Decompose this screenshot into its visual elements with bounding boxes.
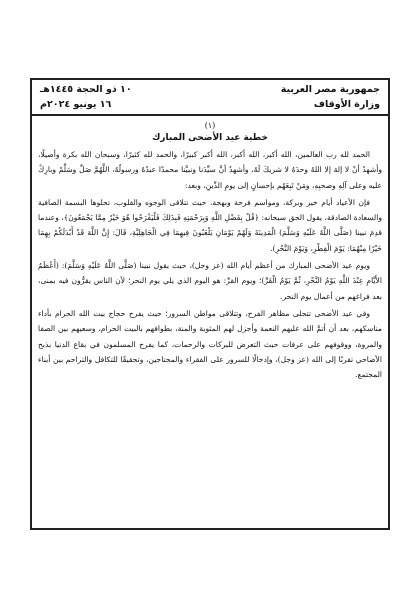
paragraph: فإن الأعياد أيام خير وبركة، ومواسم فرحة وبهجة، حيث تتلاقى الوجوه والقلوب، تحلوها البسمة الصافية والسعادة الصادقة، يقول الحق سبحانه: ﴿قُلْ بِفَضْلِ اللَّهِ وَبِرَحْمَتِهِ فَبِذَلِكَ فَلْيَفْرَحُوا هُوَ خَيْرٌ مِمَّا يَجْمَعُونَ﴾، وعندما قدِمَ نبينا (صَلَّى اللَّهُ عَلَيْهِ وَسَلَّمَ) الْمَدِينَةَ وَلَهُمْ يَوْمَانِ يَلْعَبُونَ فِيهِمَا فِي الْجَاهِلِيَّةِ، قَالَ: إِنَّ اللَّهَ قَدْ أَبْدَلَكُمْ بِهِمَا خَيْرًا مِنْهُمَا: يَوْمَ الْفِطْرِ، وَيَوْمَ النَّحْرِ). [38,197,382,253]
header-ministry: وزارة الأوقاف [313,99,380,110]
header-left [40,84,132,111]
header-gregorian-date: ١٦ يونيو ٢٠٢٤م [40,99,112,110]
document-header [32,80,388,116]
header-hijri-date: ١٠ ذو الحجة ١٤٤٥هـ [40,84,132,95]
document-frame [30,78,390,530]
paragraph: الحمد لله رب العالمين، الله أكبر، الله أكبر، الله أكبر كبيرًا، والحمد لله كثيرًا، وسبحان الله بكرة وأصيلًا، وأشهدُ أنْ لا إلهَ إلا اللهُ وحدَهُ لا شريكَ لَهُ، وأشهدُ أنَّ سيِّدَنا ونبيَّنا محمدًا عبدُهُ ورسولُهُ، اللَّهُمَّ صَلِّ وسَلِّمْ وبارِكْ عليه وعلى آلِهِ وصحبِهِ، ومَنْ تَبِعَهُم بإحسانٍ إلى يومِ الدِّينِ، وبعد: [38,150,382,190]
sermon-title: خطبة عيد الأضحى المبارك [152,133,268,143]
header-country: جمهورية مصر العربية [280,84,380,95]
sermon-number: (١) [204,121,216,130]
document-body [38,120,382,524]
paragraph: ويوم عيد الأضحى المبارك من أعظم أيام الله (عز وجل)، حيث يقول نبينا (صَلَّى اللَّهُ عَلَيْهِ وَسَلَّمَ): (أَعْظَمُ الأَيَّامِ عِنْدَ اللَّهِ يَوْمُ النَّحْرِ، ثُمَّ يَوْمُ الْقَرِّ)؛ ويوم القرِّ: هو اليوم الذي يلي يوم النحر؛ لأن الناس يقرُّون فيه بمنى، بعد فراغهم من أعمال يوم النحر. [38,261,382,301]
paragraph: وفي عيد الأضحى تتجلى مظاهر الفرح، وتتلاقى مواطن السرور؛ حيث يفرح حجاج بيت الله الحرام بأداء مناسكهم، بعد أن أتمَّ الله عليهم النعمة وأجزل لهم المثوبة والمنة، بطوافهم بالبيت الحرام، وسعيهم بين الصفا والمروة، ووقوفهم على عرفات حيث التعرض للبركات والرحمات، كما يفرح المسلمون في بقاع الدنيا بذبح الأضاحي تقربًا إلى الله (عز وجل)، وإدخالًا للسرور على الفقراء والمحتاجين، وتحقيقًا للتكافل والتراحم بين أبناء المجتمع. [38,308,382,380]
header-right [281,84,380,111]
